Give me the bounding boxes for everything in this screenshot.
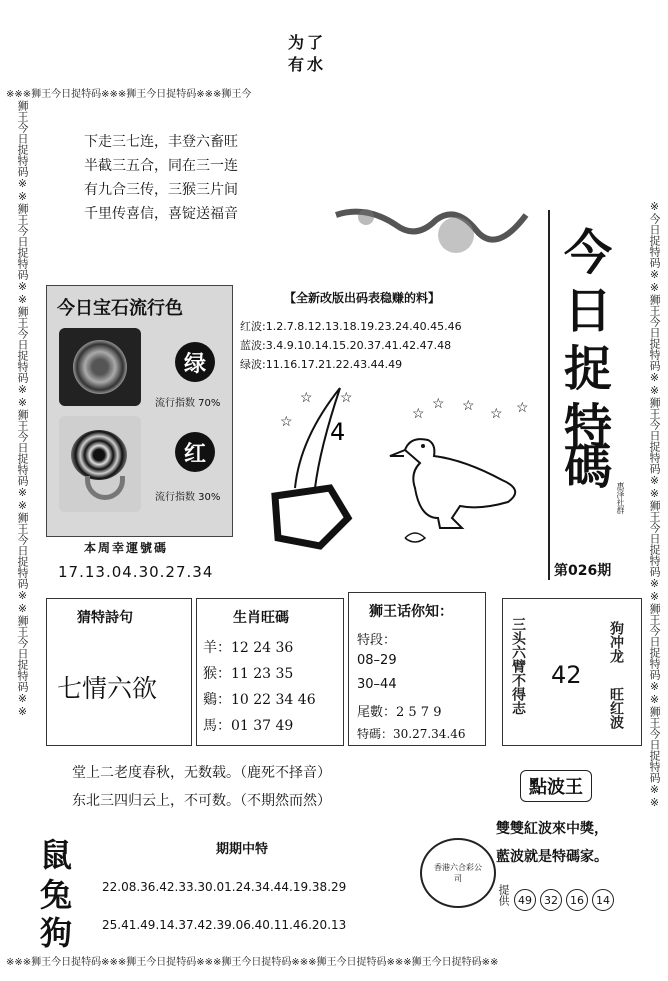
decor-scroll [336, 205, 546, 265]
periodic-row-2: 25.41.49.14.37.42.39.06.40.11.46.20.13 [102, 918, 347, 932]
riddle-number: 42 [551, 661, 582, 689]
zodiac-box [196, 598, 344, 746]
svg-text:☆: ☆ [340, 390, 353, 406]
header-line-1: 为了 [288, 33, 327, 52]
wave-king-title: 點波王 [520, 770, 592, 802]
zodiac-title: 生肖旺碼 [233, 610, 289, 626]
lion-row: 特碼：30.27.34.46 [357, 727, 466, 741]
riddle-right-2: 旺红波 [608, 687, 624, 729]
poem-line: 下走三七连，丰登六畜旺 [84, 134, 238, 150]
svg-text:☆: ☆ [516, 400, 529, 416]
masthead-char: 捉 [564, 341, 613, 397]
periodic-title: 期期中特 [216, 842, 269, 857]
poem [84, 130, 238, 226]
provide-number: 16 [566, 889, 588, 911]
zodiac-row: 馬：01 37 49 [203, 718, 294, 734]
waves-panel [236, 285, 544, 377]
drawing-illustration [240, 378, 546, 558]
guess-title: 猜特詩句 [77, 610, 133, 626]
lion-row: 30–44 [357, 677, 397, 692]
wave-king-line-1: 雙雙紅波來中獎， [496, 821, 608, 837]
wave-green: 绿波:11.16.17.21.22.43.44.49 [240, 358, 403, 371]
drawing-digit: 4 [330, 418, 346, 446]
svg-text:☆: ☆ [300, 390, 313, 406]
wave-red: 红波:1.2.7.8.12.13.18.19.23.24.40.45.46 [240, 320, 462, 333]
poem-line: 半截三五合，同在三一连 [84, 158, 238, 174]
guess-box [46, 598, 192, 746]
wave-king-line-2: 藍波就是特碼家。 [496, 849, 608, 865]
company-stamp [420, 838, 496, 908]
svg-text:☆: ☆ [432, 396, 445, 412]
border-top: ※※※狮王今日捉特码※※※狮王今日捉特码※※※狮王今 [6, 89, 252, 100]
riddle-right-1: 狗冲龙 [608, 621, 624, 663]
periodic-row-1: 22.08.36.42.33.30.01.24.34.44.19.38.29 [102, 880, 347, 894]
gem-color-1: 绿 [183, 350, 206, 377]
gem-panel [46, 285, 233, 537]
svg-text:☆: ☆ [490, 406, 503, 422]
zodiac-row: 羊：12 24 36 [203, 640, 294, 656]
guess-phrase: 七情六欲 [57, 674, 158, 703]
border-bottom: ※※※狮王今日捉特码※※※狮王今日捉特码※※※狮王今日捉特码※※※狮王今日捉特码※※※狮王今日捉特码※※ [6, 957, 499, 968]
provide-number: 49 [514, 889, 536, 911]
zodiac-row: 鷄：10 22 34 46 [203, 692, 316, 708]
svg-text:☆: ☆ [462, 398, 475, 414]
gem-index-1: 流行指数 70% [155, 398, 221, 409]
waves-title: 【全新改版出码表稳赚的料】 [284, 291, 441, 305]
gem-image-1 [59, 328, 141, 406]
svg-text:☆: ☆ [412, 406, 425, 422]
lion-row: 尾數：2 5 7 9 [357, 705, 442, 720]
masthead-char: 今 [564, 225, 613, 281]
green-circle [175, 342, 215, 382]
verse-line: 堂上二老度春秋，无数载。（鹿死不择音） [72, 765, 331, 781]
lion-title: 狮王话你知： [369, 604, 453, 620]
poem-line: 有九合三传，三猴三片间 [84, 182, 238, 198]
lion-row: 08–29 [357, 653, 397, 668]
poem-line: 千里传喜信，喜锭送福音 [84, 206, 238, 222]
header-line-2: 有水 [288, 55, 327, 74]
animal-char: 狗 [40, 914, 73, 952]
masthead-char: 碼 [564, 439, 613, 495]
masthead [548, 210, 642, 580]
zodiac-row: 猴：11 23 35 [203, 666, 294, 682]
gem-index-2: 流行指数 30% [155, 492, 221, 503]
riddle-left: 三头六臂不得志 [510, 617, 526, 715]
lion-row: 特段： [357, 633, 397, 648]
gem-color-2: 红 [183, 440, 206, 467]
provide-numbers [514, 889, 618, 911]
gem-title: 今日宝石流行色 [57, 298, 183, 319]
riddle-box [502, 598, 642, 746]
issue-number: 第026期 [554, 563, 612, 579]
provide-number: 32 [540, 889, 562, 911]
gem-image-2 [59, 416, 141, 512]
animal-char: 鼠 [40, 836, 73, 874]
masthead-char: 特 [564, 399, 613, 455]
animal-char: 兔 [40, 876, 73, 914]
border-left: 狮王今日捉特码※※狮王今日捉特码※※狮王今日捉特码※※狮王今日捉特码※※狮王今日捉特码※※狮王今日捉特码※※ [16, 100, 29, 718]
red-circle [175, 432, 215, 472]
svg-text:☆: ☆ [280, 414, 293, 430]
lion-box [348, 592, 486, 746]
lucky-numbers: 17.13.04.30.27.34 [58, 563, 214, 581]
provide-number: 14 [592, 889, 614, 911]
lucky-title: 本周幸運號碼 [84, 541, 169, 555]
border-right: ※今日捉特码※※狮王今日捉特码※※狮王今日捉特码※※狮王今日捉特码※※狮王今日捉特码※※狮王今日捉特码※※ [648, 200, 661, 809]
wave-blue: 蓝波:3.4.9.10.14.15.20.37.41.42.47.48 [240, 339, 452, 352]
masthead-char: 日 [564, 283, 613, 339]
provide-label: 提供 [497, 884, 510, 906]
stamp-text: 香港六合彩公司 [434, 863, 482, 883]
masthead-sub: 惠泽社群 [616, 482, 625, 514]
verse-line: 东北三四归云上，不可数。（不期然而然） [72, 793, 331, 809]
